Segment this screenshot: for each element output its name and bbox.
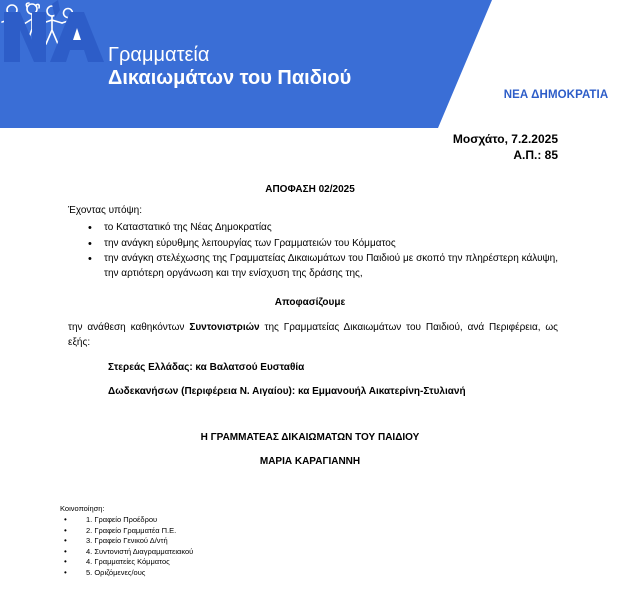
list-item: • 4. Συντονιστή Διαγραμματειακού — [60, 547, 193, 558]
region-assignment: Στερεάς Ελλάδας: κα Βαλατσού Ευσταθία — [108, 362, 305, 373]
party-name: ΝΕΑ ΔΗΜΟΚΡΑΤΙΑ — [503, 89, 609, 101]
list-item: • 1. Γραφείο Προέδρου — [60, 515, 193, 526]
protocol-number: Α.Π.: 85 — [513, 148, 558, 162]
decision-heading: Αποφασίζουμε — [274, 297, 346, 308]
list-item: • 3. Γραφείο Γενικού Δ/ντή — [60, 536, 193, 547]
signer-name: ΜΑΡΙΑ ΚΑΡΑΓΙΑΝΝΗ — [259, 456, 361, 467]
list-item: • την ανάγκη εύρυθμης λειτουργίας των Γραμματειών του Κόμματος — [68, 237, 558, 252]
distribution-label: Κοινοποίηση: — [60, 504, 105, 513]
considerations-list — [68, 221, 558, 282]
header-banner — [0, 0, 620, 128]
assignment-role: Συντονιστριών — [189, 322, 260, 333]
list-item: • 5. Οριζόμενες/ους — [60, 568, 193, 579]
org-name-line2: Δικαιωμάτων του Παιδιού — [108, 67, 352, 89]
list-item: • 2. Γραφείο Γραμματέα Π.Ε. — [60, 526, 193, 537]
assignment-text-before: την ανάθεση καθηκόντων — [68, 322, 190, 333]
document-meta — [453, 131, 558, 163]
assignment-paragraph — [68, 320, 558, 350]
considerations-intro: Έχοντας υπόψη: — [68, 205, 142, 216]
list-item: • το Καταστατικό της Νέας Δημοκρατίας — [68, 221, 558, 236]
decision-title: ΑΠΟΦΑΣΗ 02/2025 — [265, 184, 355, 195]
signer-title: Η ΓΡΑΜΜΑΤΕΑΣ ΔΙΚΑΙΩΜΑΤΩΝ ΤΟΥ ΠΑΙΔΙΟΥ — [200, 432, 420, 443]
org-name-line1: Γραμματεία — [108, 44, 210, 66]
region-assignment: Δωδεκανήσων (Περιφέρεια Ν. Αιγαίου): κα Εμμανουήλ Αικατερίνη-Στυλιανή — [108, 386, 466, 397]
assignment-text-after: της Γραμματείας Δικαιωμάτων του Παιδιού, ανά Περιφέρεια, ως εξής: — [68, 322, 559, 348]
list-item: • την ανάγκη στελέχωσης της Γραμματείας Δικαιωμάτων του Παιδιού με σκοπό την πληρέστερη κάλυψη, την αρτιότερη οργάνωση και την ενίσχυση της δράσης της, — [68, 252, 558, 281]
distribution-list — [60, 515, 193, 578]
list-item: • 4. Γραμματείες Κόμματος — [60, 557, 193, 568]
place-date: Μοσχάτο, 7.2.2025 — [452, 132, 558, 146]
nd-party-logo-icon — [0, 0, 118, 92]
